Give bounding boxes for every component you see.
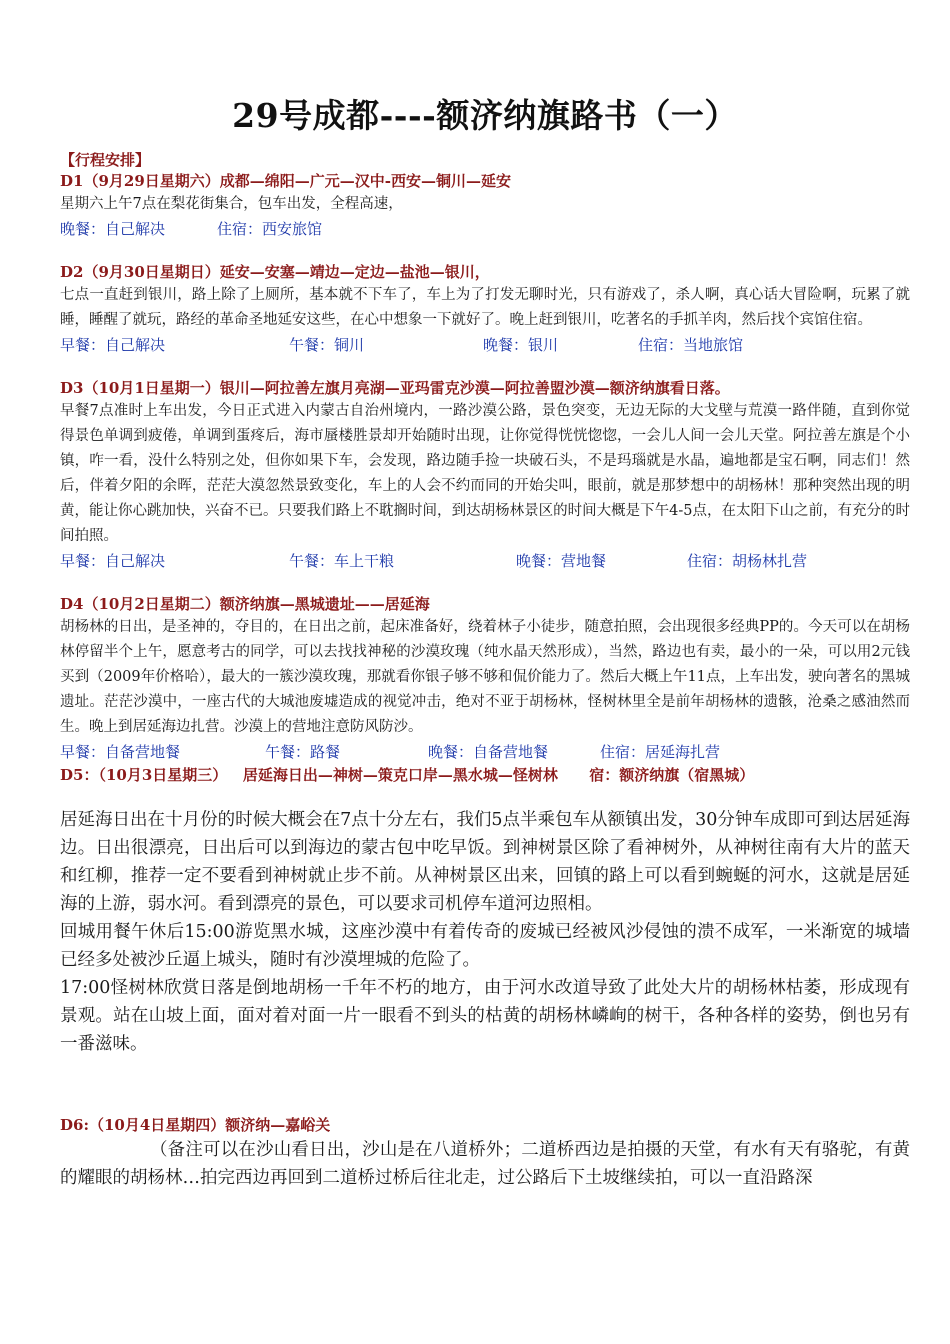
day-5-heading: D5：（10月3日星期三） 居延海日出—神树—策克口岸—黑水城—怪树林 宿：额济纳旗（宿黑城） [60, 766, 755, 784]
day-2-body: 七点一直赶到银川，路上除了上厕所，基本就不下车了，车上为了打发无聊时光，只有游戏了，杀人啊，真心话大冒险啊，玩累了就睡，睡醒了就玩，路经的革命圣地延安这些，在心中想象一下就好了。晚上赶到银川，吃著名的手抓羊肉，然后找个宾馆住宿。 [60, 287, 910, 328]
day-6-heading: D6:（10月4日星期四）额济纳—嘉峪关 [60, 1116, 331, 1134]
day-3-meals [60, 549, 910, 573]
day-2-lunch: 午餐：铜川 [289, 336, 365, 354]
day-1-dinner: 晚餐：自己解决 [60, 220, 166, 238]
day-2-dinner: 晚餐：银川 [483, 336, 559, 354]
day-2-block [60, 261, 910, 357]
day-5-paragraph-2: 回城用餐午休后15:00游览黑水城，这座沙漠中有着传奇的废城已经被风沙侵蚀的溃不成军，一米渐宽的城墙已经多处被沙丘逼上城头，随时有沙漠埋城的危险了。 [60, 922, 910, 970]
day-4-lodging: 住宿：居延海扎营 [600, 743, 721, 761]
day-4-meals [60, 740, 910, 764]
day-1-body: 星期六上午7点在梨花街集合，包车出发，全程高速， [60, 196, 403, 212]
day-2-meals [60, 333, 910, 357]
itinerary-page [60, 92, 910, 1192]
day-4-dinner: 晚餐：自备营地餐 [428, 743, 549, 761]
day-1-lodging: 住宿：西安旅馆 [217, 220, 323, 238]
day-3-heading: D3（10月1日星期一）银川—阿拉善左旗月亮湖—亚玛雷克沙漠—阿拉善盟沙漠—额济纳旗看日落。 [60, 379, 730, 397]
day-3-lunch: 午餐：车上干粮 [289, 552, 395, 570]
day-1-meals [60, 217, 910, 241]
day-3-dinner: 晚餐：营地餐 [516, 552, 607, 570]
day-5-block [60, 764, 910, 1058]
day-4-heading: D4（10月2日星期二）额济纳旗—黑城遗址——居延海 [60, 595, 430, 613]
day-4-lunch: 午餐：路餐 [265, 743, 341, 761]
day-3-lodging: 住宿：胡杨林扎营 [687, 552, 808, 570]
day-1-block [60, 170, 910, 241]
itinerary-section-label: 【行程安排】 [60, 151, 151, 169]
day-3-breakfast: 早餐：自己解决 [60, 552, 166, 570]
day-5-paragraph-1: 居延海日出在十月份的时候大概会在7点十分左右，我们5点半乘包车从额镇出发，30分钟车成即可到达居延海边。日出很漂亮，日出后可以到海边的蒙古包中吃早饭。到神树景区除了看神树外，从神树往南有大片的蓝天和红柳，推荐一定不要看到神树就止步不前。从神树景区出来，回镇的路上可以看到蜿蜒的河水，这就是居延海的上游，弱水河。看到漂亮的景色，可以要求司机停车道河边照相。 [60, 810, 910, 914]
day-4-body: 胡杨林的日出，是圣神的，夺目的，在日出之前，起床准备好，绕着林子小徒步，随意拍照，会出现很多经典PP的。今天可以在胡杨林停留半个上午，愿意考古的同学，可以去找找神秘的沙漠玫瑰（纯水晶天然形成），当然，路边也有卖，最小的一朵，可以用2元钱买到（2009年价格哈），最大的一簇沙漠玫瑰，那就看你银子够不够和侃价能力了。然后大概上午11点，上车出发，驶向著名的黑城遗址。茫茫沙漠中，一座古代的大城池废墟造成的视觉冲击，绝对不亚于胡杨林，怪树林里全是前年胡杨林的遗骸，沧桑之感油然而生。晚上到居延海边扎营。沙漠上的营地注意防风防沙。 [60, 619, 910, 735]
day-2-heading: D2（9月30日星期日）延安—安塞—靖边—定边—盐池—银川， [60, 263, 490, 281]
day-1-heading: D1（9月29日星期六）成都—绵阳—广元—汉中-西安—铜川—延安 [60, 172, 511, 190]
page-title: 29号成都----额济纳旗路书（一） [232, 96, 738, 135]
day-4-breakfast: 早餐：自备营地餐 [60, 743, 181, 761]
day-2-lodging: 住宿：当地旅馆 [638, 336, 744, 354]
day-2-breakfast: 早餐：自己解决 [60, 336, 166, 354]
day-3-body: 早餐7点准时上车出发，今日正式进入内蒙古自治州境内，一路沙漠公路，景色突变，无边无际的大戈壁与荒漠一路伴随，直到你觉得景色单调到疲倦，单调到蛋疼后，海市蜃楼胜景却开始随时出现，让你觉得恍恍惚惚，一会儿人间一会儿天堂。阿拉善左旗是个小镇，咋一看，没什么特别之处，但你如果下车，会发现，路边随手捡一块破石头，不是玛瑙就是水晶，遍地都是宝石啊，同志们！然后，伴着夕阳的余晖，茫茫大漠忽然景致变化，车上的人会不约而同的开始尖叫，眼前，就是那梦想中的胡杨林！那种突然出现的明黄，能让你心跳加快，兴奋不已。只要我们路上不耽搁时间，到达胡杨林景区的时间大概是下午4-5点，在太阳下山之前，有充分的时间拍照。 [60, 403, 910, 544]
day-6-block [60, 1114, 910, 1192]
day-4-block [60, 593, 910, 764]
day-6-body: （备注可以在沙山看日出，沙山是在八道桥外；二道桥西边是拍摄的天堂，有水有天有骆驼，有黄的耀眼的胡杨林…拍完西边再回到二道桥过桥后往北走，过公路后下土坡继续拍，可以一直沿路深 [60, 1140, 910, 1188]
day-5-paragraph-3: 17:00怪树林欣赏日落是倒地胡杨一千年不朽的地方，由于河水改道导致了此处大片的胡杨林枯萎，形成现有景观。站在山坡上面，面对着对面一片一眼看不到头的枯黄的胡杨林嶙峋的树干，各种各样的姿势，倒也另有一番滋味。 [60, 978, 910, 1054]
day-3-block [60, 377, 910, 573]
